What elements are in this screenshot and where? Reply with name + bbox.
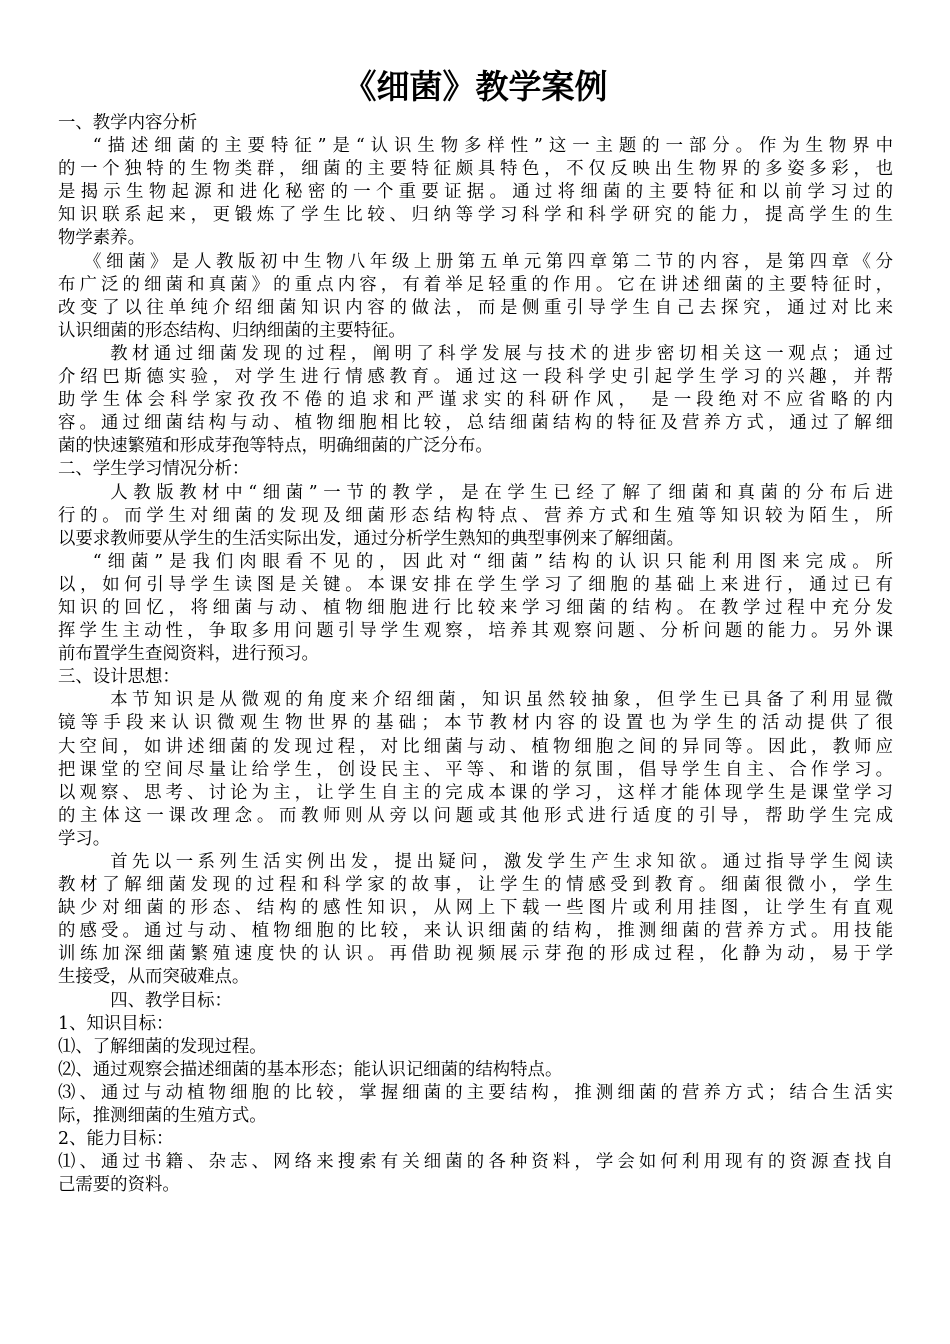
text-line: 1、知识目标： — [58, 1013, 174, 1034]
text-line: 教材通过细菌发现的过程，阐明了科学发展与技术的进步密切相关这一观点；通过 — [110, 343, 893, 364]
text-line: 菌的快速繁殖和形成芽孢等特点，明确细菌的广泛分布。 — [58, 436, 493, 457]
text-line: 助学生体会科学家孜孜不倦的追求和严谨求实的科研作风， 是一段绝对不应省略的内 — [58, 390, 893, 411]
text-line: “细菌”是我们肉眼看不见的，因此对“细菌”结构的认识只能利用图来完成。所 — [92, 551, 893, 572]
text-line: 三、设计思想： — [58, 667, 180, 688]
text-line: 知识联系起来，更锻炼了学生比较、归纳等学习科学和科学研究的能力，提高学生的生 — [58, 205, 893, 226]
text-line: 是揭示生物起源和进化秘密的一个重要证据。通过将细菌的主要特征和以前学习过的 — [58, 182, 893, 203]
text-line: 本节知识是从微观的角度来介绍细菌，知识虽然较抽象，但学生已具备了利用显微 — [110, 690, 893, 711]
text-line: ⑵、通过观察会描述细菌的基本形态；能认识记细菌的结构特点。 — [58, 1059, 563, 1080]
text-line: 容。通过细菌结构与动、植物细胞相比较，总结细菌结构的特征及营养方式，通过了解细 — [58, 413, 893, 434]
text-line: 的一个独特的生物类群，细菌的主要特征颇具特色，不仅反映出生物界的多姿多彩，也 — [58, 159, 893, 180]
text-line: 二、学生学习情况分析： — [58, 459, 250, 480]
text-line: 大空间，如讲述细菌的发现过程，对比细菌与动、植物细胞之间的异同等。因此，教师应 — [58, 736, 893, 757]
text-line: 以，如何引导学生读图是关键。本课安排在学生学习了细胞的基础上来进行，通过已有 — [58, 574, 893, 595]
text-line: ⑴、了解细菌的发现过程。 — [58, 1036, 267, 1057]
text-line: 生接受，从而突破难点。 — [58, 967, 250, 988]
text-line: 己需要的资料。 — [58, 1175, 180, 1196]
document-body — [58, 112, 893, 1197]
text-line: 《细菌》是人教版初中生物八年级上册第五单元第四章第二节的内容，是第四章《分 — [84, 251, 893, 272]
text-line: 缺少对细菌的形态、结构的感性知识，从网上下载一些图片或利用挂图，让学生有直观 — [58, 898, 893, 919]
text-line: 人教版教材中“细菌”一节的教学，是在学生已经了解了细菌和真菌的分布后进 — [110, 482, 893, 503]
text-line: 把课堂的空间尽量让给学生，创设民主、平等、和谐的氛围，倡导学生自主、合作学习。 — [58, 759, 893, 780]
text-line: 以要求教师要从学生的生活实际出发，通过分析学生熟知的典型事例来了解细菌。 — [58, 528, 685, 549]
text-line: 物学素养。 — [58, 228, 145, 249]
text-line: 训练加深细菌繁殖速度快的认识。再借助视频展示芽孢的形成过程，化静为动，易于学 — [58, 944, 893, 965]
text-line: 的主体这一课改理念。而教师则从旁以问题或其他形式进行适度的引导，帮助学生完成 — [58, 805, 893, 826]
document-title: 《细菌》教学案例 — [343, 67, 608, 106]
text-line: 改变了以往单纯介绍细菌知识内容的做法，而是侧重引导学生自己去探究，通过对比来 — [58, 297, 893, 318]
text-line: 一、教学内容分析 — [58, 113, 198, 133]
document-page — [58, 62, 893, 1197]
text-line: 学习。 — [58, 828, 111, 849]
text-line: 前布置学生查阅资料，进行预习。 — [58, 644, 319, 665]
text-line: 挥学生主动性，争取多用问题引导学生观察，培养其观察问题、分析问题的能力。另外课 — [58, 621, 893, 642]
text-line: 知识的回忆，将细菌与动、植物细胞进行比较来学习细菌的结构。在教学过程中充分发 — [58, 597, 893, 618]
text-line: ⑶、通过与动植物细胞的比较，掌握细菌的主要结构，推测细菌的营养方式；结合生活实 — [58, 1082, 893, 1103]
text-line: 布广泛的细菌和真菌》的重点内容，有着举足轻重的作用。它在讲述细菌的主要特征时， — [58, 274, 893, 295]
text-line: 的感受。通过与动、植物细胞的比较，来认识细菌的结构，推测细菌的营养方式。用技能 — [58, 921, 893, 942]
text-line: 介绍巴斯德实验，对学生进行情感教育。通过这一段科学史引起学生学习的兴趣，并帮 — [58, 367, 893, 388]
text-line: 际，推测细菌的生殖方式。 — [58, 1106, 267, 1127]
text-line: ⑴、通过书籍、杂志、网络来搜索有关细菌的各种资料，学会如何利用现有的资源查找自 — [58, 1152, 893, 1173]
text-line: 四、教学目标： — [110, 990, 232, 1011]
text-line: 镜等手段来认识微观生物世界的基础；本节教材内容的设置也为学生的活动提供了很 — [58, 713, 893, 734]
text-line: 首先以一系列生活实例出发，提出疑问，激发学生产生求知欲。通过指导学生阅读 — [110, 852, 893, 872]
text-line: 以观察、思考、讨论为主，让学生自主的完成本课的学习，这样才能体现学生是课堂学习 — [58, 782, 893, 803]
text-line: 行的。而学生对细菌的发现及细菌形态结构特点、营养方式和生殖等知识较为陌生，所 — [58, 505, 893, 526]
text-line: 认识细菌的形态结构、归纳细菌的主要特征。 — [58, 320, 406, 341]
text-line: 2、能力目标： — [58, 1129, 174, 1150]
text-line: “描述细菌的主要特征”是“认识生物多样性”这一主题的一部分。作为生物界中 — [92, 136, 893, 157]
text-line: 教材了解细菌发现的过程和科学家的故事，让学生的情感受到教育。细菌很微小，学生 — [58, 875, 893, 896]
